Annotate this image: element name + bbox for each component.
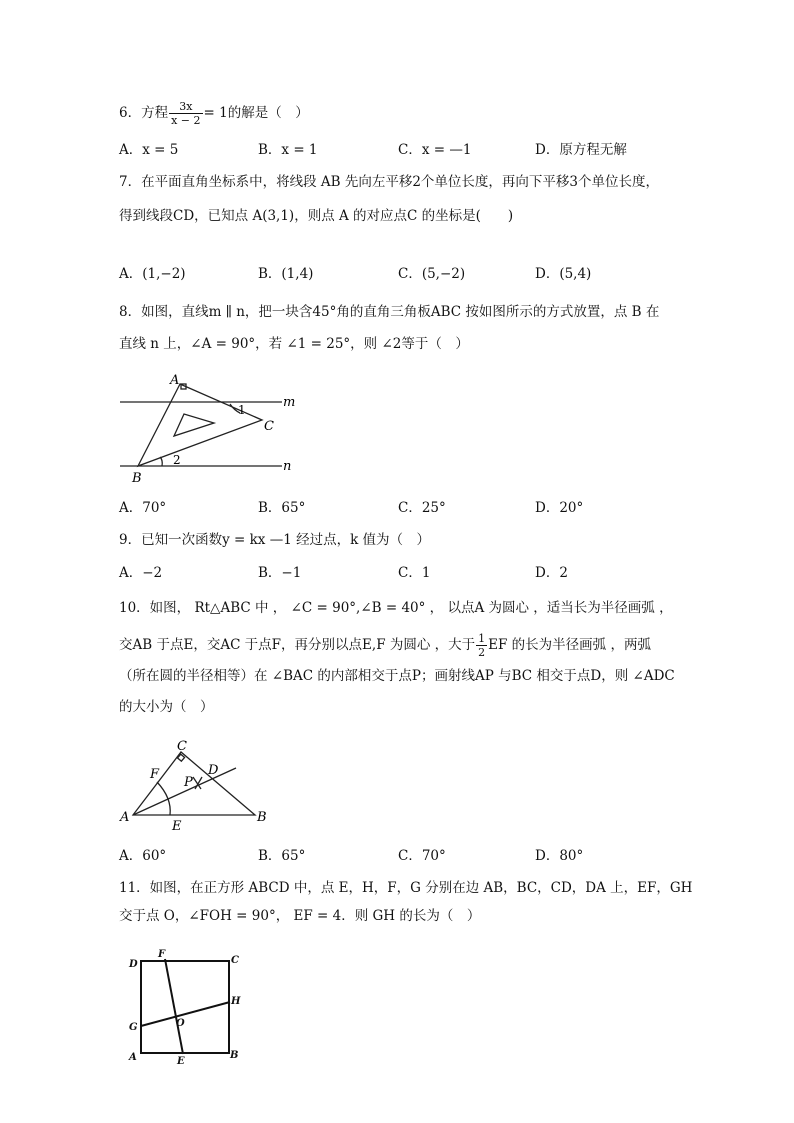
- q8-line2: 直线 n 上，∠A = 90°，若 ∠1 = 25°，则 ∠2等于（ ）: [119, 336, 469, 352]
- q6-suffix: = 1的解是（ ）: [203, 105, 309, 121]
- q10-line2-a: 交AB 于点E，交AC 于点F，再分别以点E,F 为圆心 ，大于: [119, 637, 476, 653]
- q8-label-a: A: [170, 373, 180, 388]
- q11-label-b: B: [230, 1050, 239, 1061]
- q7-option-b: B．(1,4): [258, 266, 314, 282]
- q11-line2: 交于点 O，∠FOH = 90°， EF = 4．则 GH 的长为（ ）: [119, 908, 481, 924]
- q11-label-a: A: [129, 1052, 137, 1063]
- q6-frac-den: x − 2: [171, 114, 201, 127]
- q11-label-g: G: [129, 1022, 138, 1033]
- q8-angle1-arc: [230, 404, 240, 413]
- q9-option-c: C．1: [398, 565, 431, 581]
- q11-label-e: E: [177, 1056, 185, 1067]
- q10-label-d: D: [208, 763, 219, 778]
- q8-angle2-arc: [160, 457, 162, 466]
- q10-right-angle-mark: [178, 754, 185, 761]
- q10-option-a: A．60°: [119, 848, 167, 864]
- q10-arc-ef: [157, 782, 170, 815]
- q6-option-a: A．x = 5: [119, 142, 179, 158]
- q10-option-c: C．70°: [398, 848, 446, 864]
- q8-label-angle1: 1: [238, 403, 246, 417]
- q10-option-b: B．65°: [258, 848, 306, 864]
- q10-line2: [119, 632, 651, 659]
- q7-option-d: D．(5,4): [535, 266, 592, 282]
- q11-label-h: H: [231, 996, 241, 1007]
- q8-option-d: D．20°: [535, 500, 584, 516]
- q8-label-m: m: [283, 395, 296, 410]
- q10-label-e: E: [172, 819, 182, 834]
- q10-ray-ap: [133, 768, 236, 815]
- q8-option-a: A．70°: [119, 500, 167, 516]
- q10-label-c: C: [177, 739, 187, 754]
- q11-segment-gh: [141, 1002, 230, 1026]
- q6-stem: [119, 100, 309, 127]
- q6-fraction: [169, 100, 202, 127]
- q9-option-a: A．−2: [119, 565, 163, 581]
- q10-label-a: A: [120, 810, 130, 825]
- q6-option-d: D．原方程无解: [535, 142, 627, 158]
- q11-label-c: C: [231, 955, 239, 966]
- q8-label-c: C: [264, 419, 274, 434]
- q10-line2-b: EF 的长为半径画弧 ，两弧: [488, 637, 651, 653]
- q8-option-c: C．25°: [398, 500, 446, 516]
- q10-triangle: [133, 752, 255, 815]
- q8-right-angle-mark: [181, 384, 186, 389]
- q11-label-d: D: [129, 959, 138, 970]
- q10-line4: 的大小为（ ）: [119, 699, 214, 715]
- q11-label-f: F: [158, 949, 166, 960]
- q10-frac-num: 1: [478, 632, 486, 645]
- q10-fraction: [476, 632, 487, 659]
- q8-label-b: B: [132, 471, 142, 486]
- q9-option-d: D．2: [535, 565, 568, 581]
- q8-label-angle2: 2: [173, 453, 181, 467]
- q8-triangle-inner: [174, 414, 214, 436]
- q8-line1: 8．如图，直线m ∥ n，把一块含45°角的直角三角板ABC 按如图所示的方式放置，点 B 在: [119, 304, 660, 320]
- q6-option-b: B．x = 1: [258, 142, 318, 158]
- q11-segment-ef: [165, 959, 183, 1054]
- q10-line3: （所在圆的半径相等）在 ∠BAC 的内部相交于点P；画射线AP 与BC 相交于点D，则 ∠ADC: [119, 668, 675, 684]
- q10-label-f: F: [150, 767, 160, 782]
- q11-label-o: O: [176, 1018, 185, 1029]
- q6-frac-num: 3x: [169, 100, 202, 114]
- q10-option-d: D．80°: [535, 848, 584, 864]
- q10-line1: 10．如图， Rt△ABC 中 ， ∠C = 90°,∠B = 40° ， 以点A 为圆心 ，适当长为半径画弧 ，: [119, 600, 673, 616]
- q11-line1: 11．如图，在正方形 ABCD 中，点 E，H，F，G 分别在边 AB，BC，CD，DA 上，EF，GH: [119, 880, 693, 896]
- q7-line2: 得到线段CD，已知点 A(3,1)，则点 A 的对应点C 的坐标是( ): [119, 208, 514, 224]
- q8-triangle-outer: [138, 384, 262, 466]
- q7-line1: 7．在平面直角坐标系中，将线段 AB 先向左平移2个单位长度，再向下平移3个单位长度，: [119, 174, 660, 190]
- q10-arc-cross: [193, 777, 202, 789]
- q6-prefix: 6．方程: [119, 105, 169, 121]
- q11-square: [141, 961, 229, 1053]
- q8-label-n: n: [283, 459, 292, 474]
- q7-option-a: A．(1,−2): [119, 266, 186, 282]
- q8-option-b: B．65°: [258, 500, 306, 516]
- q10-label-b: B: [257, 810, 267, 825]
- q6-option-c: C．x = —1: [398, 142, 472, 158]
- q10-frac-den: 2: [478, 646, 486, 659]
- q10-label-p: P: [184, 775, 193, 790]
- q7-option-c: C．(5,−2): [398, 266, 466, 282]
- q9-stem: 9．已知一次函数y = kx —1 经过点，k 值为（ ）: [119, 532, 431, 548]
- q9-option-b: B．−1: [258, 565, 302, 581]
